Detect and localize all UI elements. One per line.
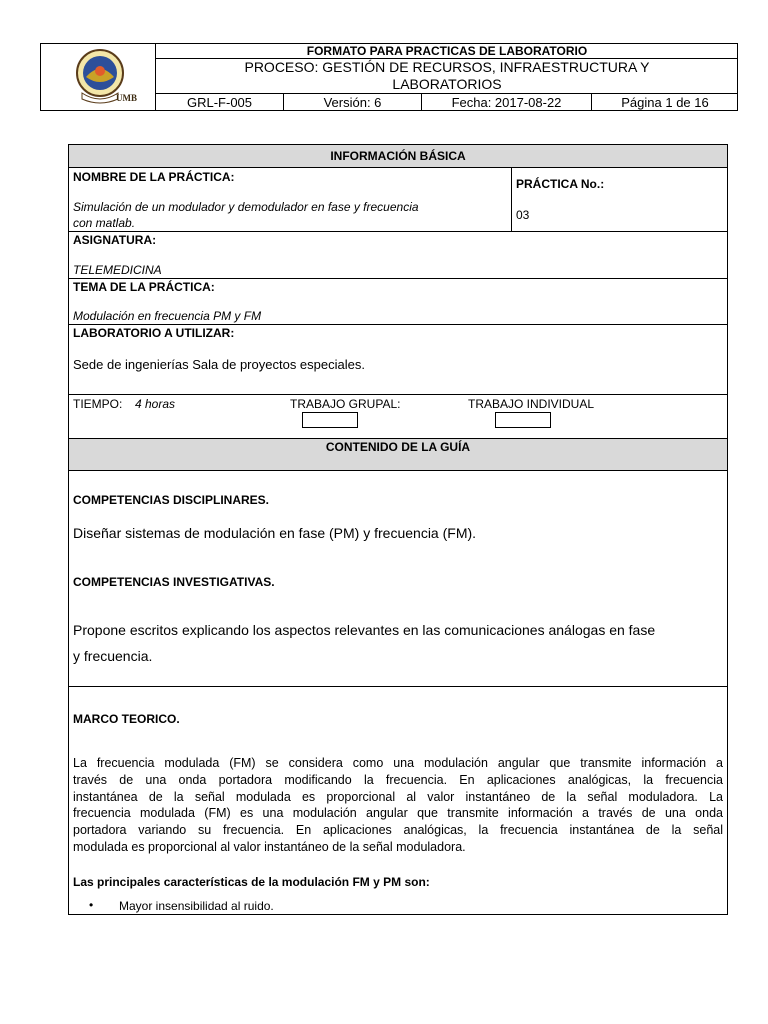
bullet-icon: • bbox=[89, 898, 94, 912]
theory-heading: MARCO TEORICO. bbox=[73, 712, 180, 726]
theory-cell bbox=[68, 686, 728, 915]
practice-name-line-2: con matlab. bbox=[73, 216, 136, 230]
basic-info-heading: INFORMACIÓN BÁSICA bbox=[68, 144, 728, 168]
practice-number-cell bbox=[511, 167, 728, 232]
time-work-cell bbox=[68, 394, 728, 439]
investigative-heading: COMPETENCIAS INVESTIGATIVAS. bbox=[73, 575, 275, 589]
subject-label: ASIGNATURA: bbox=[73, 233, 157, 247]
disciplinary-heading: COMPETENCIAS DISCIPLINARES. bbox=[73, 493, 270, 507]
time-label: TIEMPO: bbox=[73, 397, 123, 411]
process-line-1: PROCESO: GESTIÓN DE RECURSOS, INFRAESTRUCTURA Y bbox=[244, 59, 650, 75]
logo-cell bbox=[40, 43, 156, 111]
process-line-2: LABORATORIOS bbox=[392, 76, 502, 92]
document-date: Fecha: 2017-08-22 bbox=[422, 94, 592, 111]
lab-label: LABORATORIO A UTILIZAR: bbox=[73, 326, 235, 340]
lab-cell bbox=[68, 324, 728, 395]
lab-value: Sede de ingenierías Sala de proyectos especiales. bbox=[73, 357, 365, 372]
content-heading: CONTENIDO DE LA GUÍA bbox=[68, 438, 728, 471]
document-version: Versión: 6 bbox=[284, 94, 422, 111]
topic-value: Modulación en frecuencia PM y FM bbox=[73, 309, 262, 323]
theory-line: modulada es proporcional al valor instantáneo de la señal moduladora. bbox=[73, 839, 466, 854]
theory-paragraph bbox=[73, 755, 723, 856]
practice-name-line-1: Simulación de un modulador y demodulador en fase y frecuencia bbox=[73, 200, 419, 214]
time-value: 4 horas bbox=[135, 397, 176, 411]
theory-line: frecuencia modulada (FM) es una modulación angular que transmite información a través de una onda bbox=[73, 806, 723, 821]
competencies-cell bbox=[68, 470, 728, 687]
theory-line: través de una onda portadora modificando la frecuencia. En aplicaciones analógicas, la frecuencia bbox=[73, 772, 723, 787]
individual-work-label: TRABAJO INDIVIDUAL bbox=[468, 397, 595, 411]
practice-name-cell bbox=[68, 167, 512, 232]
theory-line: portadora variando su frecuencia. En aplicaciones analógicas, la frecuencia instantánea de la señal bbox=[73, 823, 723, 838]
list-item bbox=[89, 899, 709, 915]
features-list bbox=[89, 899, 709, 915]
group-work-label: TRABAJO GRUPAL: bbox=[290, 397, 401, 411]
investigative-text-line-1: Propone escritos explicando los aspectos relevantes en las comunicaciones análogas en fase bbox=[73, 622, 656, 638]
features-heading: Las principales características de la modulación FM y PM son: bbox=[73, 875, 430, 889]
theory-line: instantánea de la señal modulada es proporcional al valor instantáneo de la señal moduladora. La bbox=[73, 789, 723, 804]
theory-line: La frecuencia modulada (FM) se considera como una modulación angular que transmite información a bbox=[73, 756, 723, 770]
list-item-text: Mayor insensibilidad al ruido. bbox=[119, 899, 274, 913]
group-work-checkbox[interactable] bbox=[302, 412, 358, 428]
document-code: GRL-F-005 bbox=[156, 94, 284, 111]
topic-cell bbox=[68, 278, 728, 325]
subject-cell bbox=[68, 231, 728, 279]
topic-label: TEMA DE LA PRÁCTICA: bbox=[73, 280, 215, 294]
form-title: FORMATO PARA PRACTICAS DE LABORATORIO bbox=[156, 43, 738, 59]
individual-work-checkbox[interactable] bbox=[495, 412, 551, 428]
practice-name-label: NOMBRE DE LA PRÁCTICA: bbox=[73, 170, 235, 184]
logo-text: UMB bbox=[116, 93, 137, 103]
practice-number-value: 03 bbox=[516, 208, 530, 222]
page-number: Página 1 de 16 bbox=[621, 95, 709, 110]
practice-number-label: PRÁCTICA No.: bbox=[516, 177, 605, 191]
disciplinary-text: Diseñar sistemas de modulación en fase (PM) y frecuencia (FM). bbox=[73, 525, 477, 541]
investigative-text-line-2: y frecuencia. bbox=[73, 648, 153, 664]
subject-value: TELEMEDICINA bbox=[73, 263, 162, 277]
